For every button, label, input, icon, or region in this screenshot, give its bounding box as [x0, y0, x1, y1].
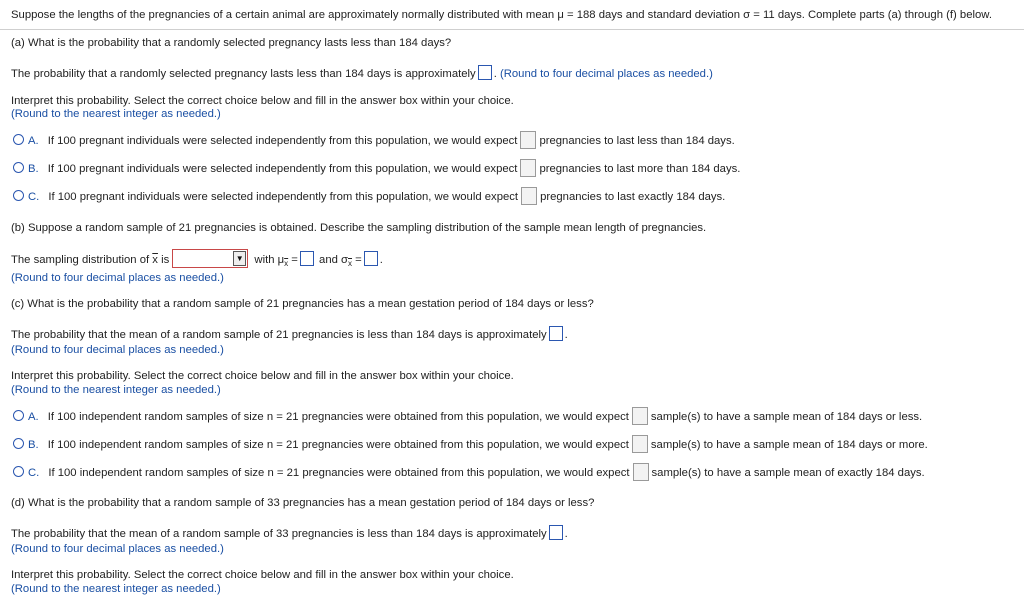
option-text: If 100 pregnant individuals were selected independently from this population, we would expect	[47, 163, 518, 175]
option-text: If 100 pregnant individuals were selected independently from this population, we would expect	[47, 135, 518, 147]
part-a-option-b[interactable]	[13, 159, 740, 177]
part-d-prompt: The probability that the mean of a random sample of 33 pregnancies is less than 184 days is approximately	[11, 528, 547, 540]
option-letter: A.	[28, 411, 39, 423]
part-c-round-note: (Round to four decimal places as needed.)	[11, 344, 224, 356]
part-a-round-int: (Round to the nearest integer as needed.)	[11, 108, 221, 120]
part-a-prompt-line: The probability that a randomly selected pregnancy lasts less than 184 days is approximately . (Round to four decimal places as needed.)	[11, 65, 713, 81]
radio-button[interactable]	[13, 410, 24, 421]
option-letter: C.	[28, 191, 40, 203]
part-a-option-c[interactable]	[13, 187, 725, 205]
radio-button[interactable]	[13, 438, 24, 449]
option-text: If 100 pregnant individuals were selected independently from this population, we would expect	[48, 191, 519, 203]
sigma-subscript: x	[348, 259, 353, 268]
option-text: If 100 independent random samples of size n = 21 pregnancies were obtained from this population, we would expect	[48, 467, 630, 479]
part-d-round-int: (Round to the nearest integer as needed.)	[11, 583, 221, 595]
option-text-after: sample(s) to have a sample mean of 184 days or more.	[650, 439, 928, 451]
part-d-answer-input[interactable]	[549, 525, 563, 540]
part-c-option-c-input[interactable]	[633, 463, 649, 481]
part-c-option-c[interactable]	[13, 463, 925, 481]
part-c-interpret: Interpret this probability. Select the correct choice below and fill in the answer box within your choice.	[11, 370, 514, 382]
part-a-question: (a) What is the probability that a randomly selected pregnancy lasts less than 184 days?	[11, 37, 452, 49]
part-c-question: (c) What is the probability that a random sample of 21 pregnancies has a mean gestation period of 184 days or less?	[11, 298, 594, 310]
part-c-option-b[interactable]	[13, 435, 928, 453]
option-letter: C.	[28, 467, 40, 479]
part-a-option-a-input[interactable]	[520, 131, 536, 149]
part-c-option-b-input[interactable]	[632, 435, 648, 453]
mu-label: with μ	[254, 254, 285, 266]
part-d-question: (d) What is the probability that a random sample of 33 pregnancies has a mean gestation period of 184 days or less?	[11, 497, 595, 509]
equals-sign: =	[355, 254, 362, 266]
part-d-interpret: Interpret this probability. Select the correct choice below and fill in the answer box within your choice.	[11, 569, 514, 581]
sigma-xbar-input[interactable]	[364, 251, 378, 266]
part-a-prompt: The probability that a randomly selected pregnancy lasts less than 184 days is approximately	[11, 68, 476, 80]
part-a-round-note: (Round to four decimal places as needed.)	[499, 68, 713, 80]
option-text: If 100 independent random samples of size n = 21 pregnancies were obtained from this population, we would expect	[47, 439, 629, 451]
divider	[0, 29, 1024, 30]
part-c-prompt: The probability that the mean of a random sample of 21 pregnancies is less than 184 days is approximately	[11, 329, 547, 341]
part-a-option-a[interactable]	[13, 131, 735, 149]
part-c-round-int: (Round to the nearest integer as needed.)	[11, 384, 221, 396]
part-c-option-a[interactable]	[13, 407, 922, 425]
option-text-after: pregnancies to last less than 184 days.	[539, 135, 735, 147]
distribution-dropdown[interactable]	[172, 249, 248, 268]
part-b-is: is	[161, 254, 170, 266]
option-text-after: sample(s) to have a sample mean of 184 days or less.	[650, 411, 923, 423]
problem-intro: Suppose the lengths of the pregnancies of a certain animal are approximately normally distributed with mean μ = 188 days and standard deviation σ = 11 days. Complete parts (a) through (f) below.	[11, 9, 992, 21]
part-a-option-b-input[interactable]	[520, 159, 536, 177]
radio-button[interactable]	[13, 162, 24, 173]
radio-button[interactable]	[13, 190, 24, 201]
part-b-round-note: (Round to four decimal places as needed.)	[11, 272, 224, 284]
option-text-after: pregnancies to last exactly 184 days.	[540, 191, 726, 203]
part-b-prompt-line: The sampling distribution of $\overline{x}$ is ▼ with $\mu_{\overline{x}}$ = and $\sigma_{\overline{x}}$ = .	[11, 249, 383, 273]
part-c-prompt-line: The probability that the mean of a random sample of 21 pregnancies is less than 184 days is approximately .	[11, 326, 568, 342]
part-a-answer-input[interactable]	[478, 65, 492, 80]
option-text-after: pregnancies to last more than 184 days.	[539, 163, 741, 175]
option-letter: B.	[28, 163, 39, 175]
part-d-round-note: (Round to four decimal places as needed.)	[11, 543, 224, 555]
part-a-interpret: Interpret this probability. Select the correct choice below and fill in the answer box within your choice.	[11, 95, 514, 107]
part-b-prompt: The sampling distribution of	[11, 254, 150, 266]
part-c-answer-input[interactable]	[549, 326, 563, 341]
option-letter: B.	[28, 439, 39, 451]
radio-button[interactable]	[13, 134, 24, 145]
equals-sign: =	[291, 254, 298, 266]
mu-subscript: x	[284, 259, 289, 268]
chevron-down-icon[interactable]: ▼	[233, 251, 246, 266]
option-letter: A.	[28, 135, 39, 147]
x-bar-symbol: $\overline{x}$	[152, 254, 158, 266]
part-c-option-a-input[interactable]	[632, 407, 648, 425]
option-text: If 100 independent random samples of size n = 21 pregnancies were obtained from this population, we would expect	[47, 411, 629, 423]
option-text-after: sample(s) to have a sample mean of exactly 184 days.	[651, 467, 925, 479]
part-d-prompt-line: The probability that the mean of a random sample of 33 pregnancies is less than 184 days is approximately .	[11, 525, 568, 541]
part-a-option-c-input[interactable]	[521, 187, 537, 205]
mu-xbar-input[interactable]	[300, 251, 314, 266]
sigma-label: and σ	[319, 254, 349, 266]
radio-button[interactable]	[13, 466, 24, 477]
part-b-question: (b) Suppose a random sample of 21 pregnancies is obtained. Describe the sampling distribution of the sample mean length of pregnancies.	[11, 222, 707, 234]
